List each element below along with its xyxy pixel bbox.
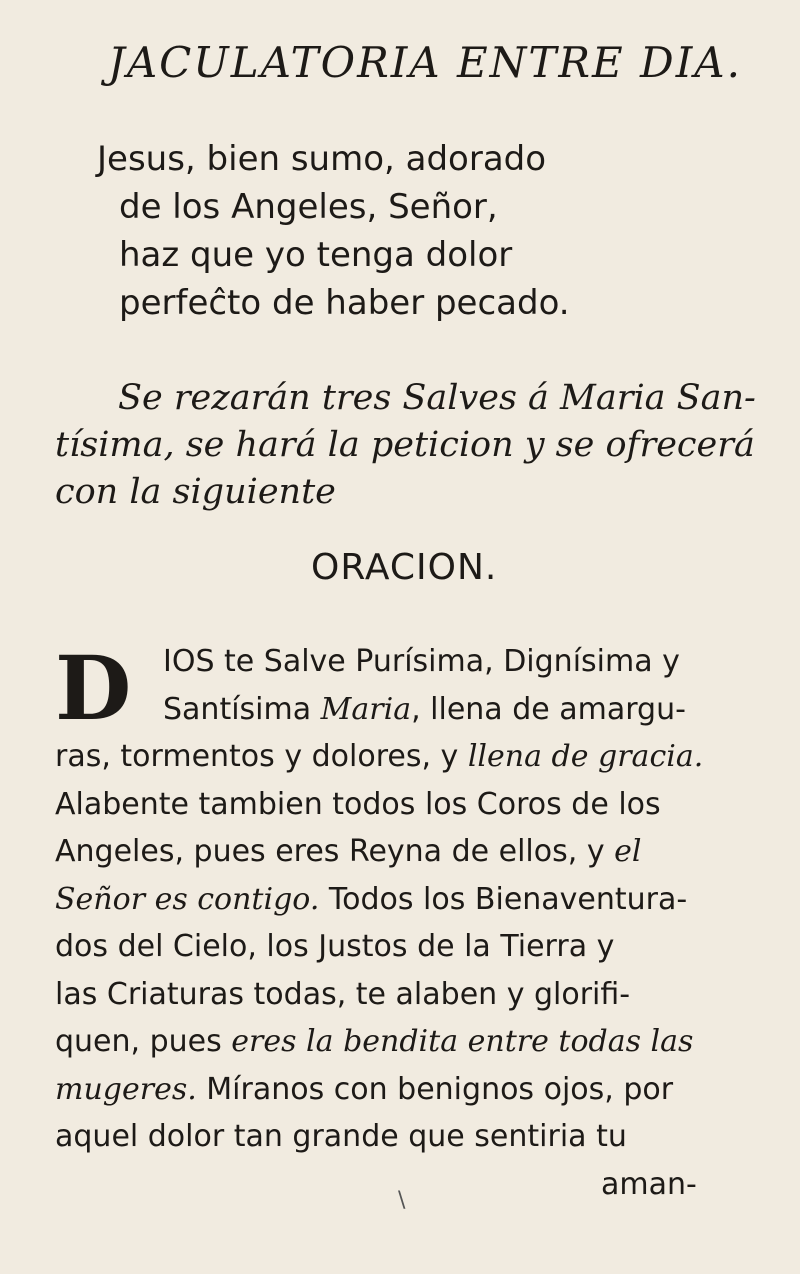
prayer-line xyxy=(55,686,773,734)
prayer-line: las Criaturas todas, te alaben y glorifi- xyxy=(55,976,631,1012)
verse-block xyxy=(97,135,737,327)
rubric-line: Se rezarán tres Salves á Maria San- xyxy=(118,378,756,418)
text-run: , llena de amargu- xyxy=(411,691,686,727)
italic-run: el xyxy=(614,834,642,869)
prayer-line: Alabente tambien todos los Coros de los xyxy=(55,786,661,822)
text-run: Santísima xyxy=(163,691,321,727)
text-run: ras, tormentos y dolores, y xyxy=(55,739,468,774)
rubric-line: tísima, se hará la peticion y se ofrecerá xyxy=(55,425,755,465)
print-mark: \ xyxy=(398,1188,406,1213)
prayer-line xyxy=(55,638,773,686)
text-run: Angeles, pues eres Reyna de ellos, y xyxy=(55,834,615,869)
italic-run: Señor es contigo. xyxy=(55,881,320,917)
text-run: Todos los Bienaventura- xyxy=(319,881,688,917)
italic-run: Maria xyxy=(320,691,412,727)
prayer-line: dos del Cielo, los Justos de la Tierra y xyxy=(55,929,615,964)
prayer-line: aquel dolor tan grande que sentiria tu xyxy=(55,1119,627,1154)
prayer-line xyxy=(55,733,773,781)
verse-line: perfeĉto de haber pecado. xyxy=(119,283,570,323)
rubric-block xyxy=(55,375,775,516)
page-heading: JACULATORIA ENTRE DIA. xyxy=(108,38,742,87)
italic-run: llena de gracia. xyxy=(467,739,704,774)
prayer-line xyxy=(55,1018,773,1066)
prayer-line xyxy=(55,1066,773,1114)
italic-run: eres la bendita entre todas las xyxy=(231,1024,694,1059)
catchword: aman- xyxy=(601,1166,697,1202)
prayer-title: ORACION. xyxy=(311,547,498,588)
verse-line: de los Angeles, Señor, xyxy=(119,187,498,227)
verse-line: Jesus, bien sumo, adorado xyxy=(97,139,547,179)
text-run: IOS te Salve Purísima, Dignísima y xyxy=(163,644,680,679)
prayer-body xyxy=(55,638,773,1208)
rubric-line: con la siguiente xyxy=(55,472,336,512)
verse-line: haz que yo tenga dolor xyxy=(119,235,513,275)
text-run: quen, pues xyxy=(55,1024,232,1059)
drop-cap: D xyxy=(55,636,132,740)
italic-run: mugeres. xyxy=(55,1071,197,1107)
prayer-line xyxy=(55,828,773,876)
prayer-line xyxy=(55,876,773,924)
text-run: Míranos con benignos ojos, por xyxy=(196,1071,674,1107)
